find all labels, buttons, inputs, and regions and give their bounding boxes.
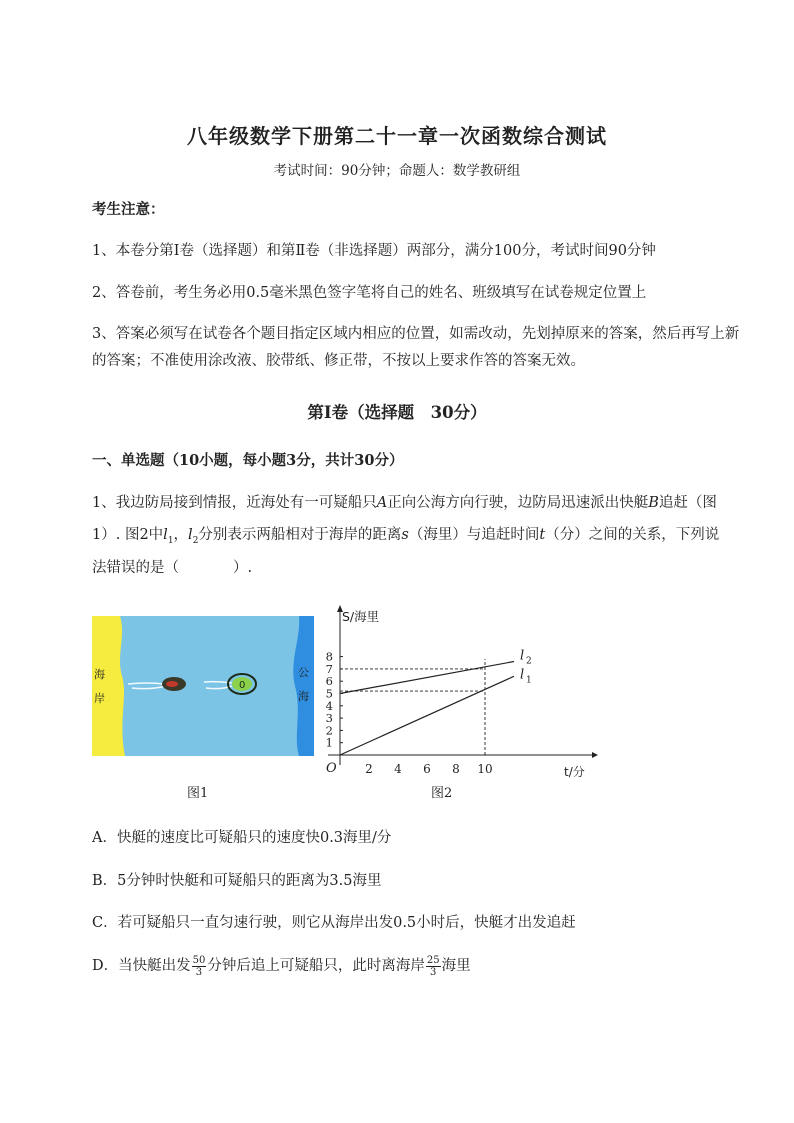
suspicious-ship-a-icon (228, 674, 256, 694)
shore-label-2: 岸 (94, 692, 105, 705)
ship-label: 0 (239, 680, 246, 691)
figure-2-caption: 图2 (431, 786, 453, 801)
shore-label-1: 海 (94, 668, 105, 681)
high-sea-label-1: 公 (298, 666, 309, 679)
notice-item-1: 1、本卷分第I卷（选择题）和第Ⅱ卷（非选择题）两部分，满分100分，考试时间90分钟 (92, 243, 656, 259)
y-tick-label: 2 (325, 723, 333, 738)
figure-2-chart (310, 600, 610, 782)
y-axis-label: S/海里 (342, 609, 380, 624)
series-label-sub-2: 2 (526, 656, 532, 667)
notice-heading: 考生注意： (92, 201, 165, 218)
page-title: 八年级数学下册第二十一章一次函数综合测试 (187, 124, 607, 148)
y-tick-label: 5 (325, 686, 333, 701)
option-c: C．若可疑船只一直匀速行驶，则它从海岸出发0.5小时后，快艇才出发追赶 (92, 915, 576, 931)
x-tick-label: 2 (365, 762, 373, 776)
figure-1-sea-illustration (92, 616, 314, 756)
notice-item-3-continued: 的答案；不准使用涂改液、胶带纸、修正带，不按以上要求作答的答案无效。 (92, 353, 585, 369)
y-tick-label: 6 (325, 674, 333, 689)
question-line-3: 法错误的是（ ）. (92, 560, 253, 576)
series-label-sub-1: 1 (526, 675, 532, 686)
notice-item-2: 2、答卷前，考生务必用0.5毫米黑色签字笔将自己的姓名、班级填写在试卷规定位置上 (92, 285, 647, 301)
series-line-l1 (340, 676, 514, 755)
speedboat-b-icon (162, 677, 186, 691)
high-sea-label-2: 海 (298, 690, 309, 703)
x-axis-label: t/分 (564, 765, 585, 779)
exam-info: 考试时间：90分钟；命题人：数学教研组 (273, 163, 521, 179)
series-label-l1: l (520, 667, 525, 683)
shore-area (92, 616, 125, 756)
origin-label: O (326, 761, 337, 776)
question-line-2: 1）. 图2中$l_1$，$l_2$分别表示两船相对于海岸的距离s（海里）与追赶时间t（分）之间的关系，下列说 (92, 527, 720, 546)
figure-1-caption: 图1 (187, 786, 209, 801)
fraction-50-3: $\frac{50}{3}$ (192, 954, 206, 978)
notice-item-3: 3、答案必须写在试卷各个题目指定区域内相应的位置，如需改动，先划掉原来的答案，然后再写上新 (92, 326, 740, 342)
fraction-25-3: $\frac{25}{3}$ (426, 954, 440, 978)
question-line-1: 1、我边防局接到情报，近海处有一可疑船只A正向公海方向行驶，边防局迅速派出快艇B追赶（图 (92, 495, 717, 511)
y-tick-label: 1 (325, 735, 333, 750)
x-tick-label: 6 (423, 762, 431, 776)
section-title: 第I卷（选择题 30分） (307, 403, 487, 422)
part-heading: 一、单选题（10小题，每小题3分，共计30分） (92, 452, 404, 469)
x-axis-arrow (592, 752, 598, 758)
x-tick-label: 4 (394, 762, 402, 776)
y-tick-label: 3 (325, 711, 333, 726)
option-b: B．5分钟时快艇和可疑船只的距离为3.5海里 (92, 873, 382, 889)
x-tick-label: 8 (452, 762, 460, 776)
y-tick-label: 8 (325, 649, 333, 664)
option-d: D．当快艇出发 $\frac{50}{3}$ 分钟后追上可疑船只，此时离海岸 $\frac{25}{3}$ 海里 (92, 954, 471, 978)
y-tick-label: 4 (325, 698, 333, 713)
sea-area (92, 616, 314, 756)
option-a: A．快艇的速度比可疑船只的速度快0.3海里/分 (92, 830, 392, 846)
y-tick-label: 7 (325, 661, 333, 676)
x-tick-label: 10 (477, 762, 493, 776)
series-label-l2: l (520, 648, 525, 664)
